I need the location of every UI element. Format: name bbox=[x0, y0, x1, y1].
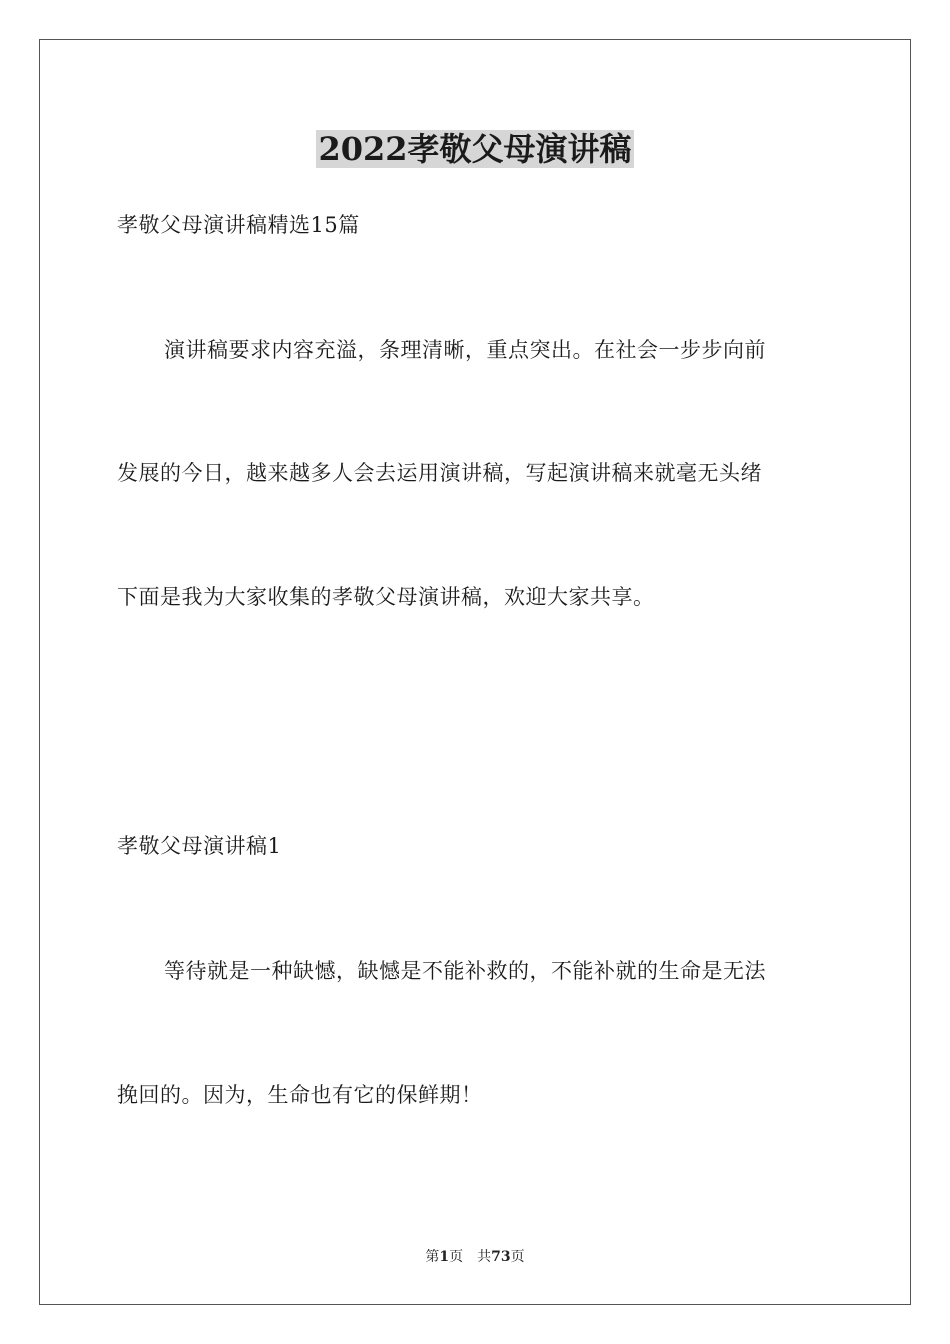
page-footer bbox=[0, 1247, 950, 1267]
intro-line-2: 发展的今日，越来越多人会去运用演讲稿，写起演讲稿来就毫无头绪 bbox=[117, 461, 762, 485]
footer-total-pages: 73 bbox=[491, 1249, 511, 1265]
footer-current-page: 1 bbox=[439, 1249, 450, 1265]
section-line-1: 等待就是一种缺憾，缺憾是不能补救的，不能补就的生命是无法 bbox=[164, 959, 766, 983]
section-heading: 孝敬父母演讲稿1 bbox=[117, 834, 282, 858]
footer-mid: 页 共 bbox=[449, 1249, 492, 1265]
document-subtitle: 孝敬父母演讲稿精选15篇 bbox=[117, 213, 360, 237]
footer-suffix: 页 bbox=[510, 1249, 525, 1265]
document-title bbox=[0, 128, 950, 170]
intro-line-3: 下面是我为大家收集的孝敬父母演讲稿，欢迎大家共享。 bbox=[117, 585, 655, 609]
section-line-2: 挽回的。因为，生命也有它的保鲜期！ bbox=[117, 1083, 483, 1107]
intro-line-1: 演讲稿要求内容充溢，条理清晰，重点突出。在社会一步步向前 bbox=[164, 338, 766, 362]
document-title-text: 2022孝敬父母演讲稿 bbox=[318, 130, 632, 168]
footer-prefix: 第 bbox=[425, 1249, 440, 1265]
